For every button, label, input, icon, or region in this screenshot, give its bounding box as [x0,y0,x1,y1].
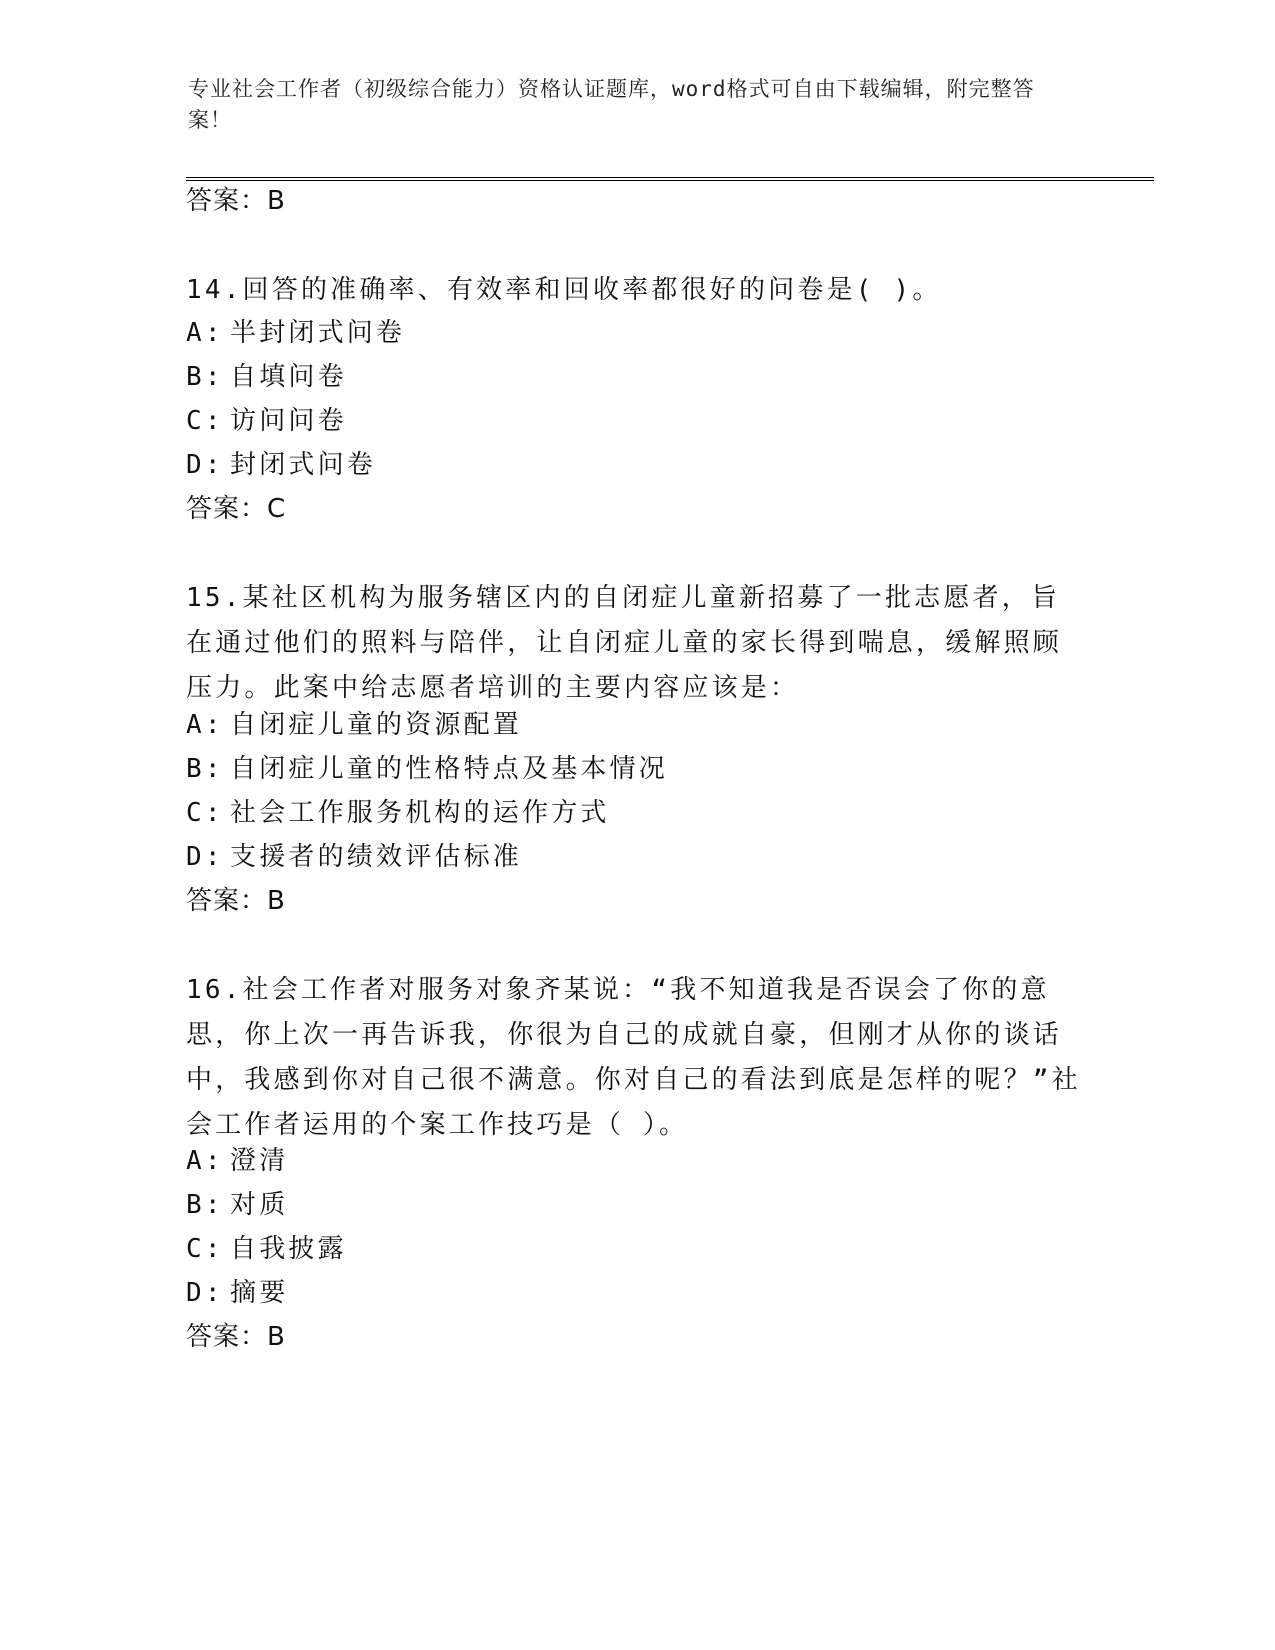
option-text: 自填问卷 [230,362,347,392]
question-15-option-d [186,840,522,874]
option-letter: A: [186,710,224,740]
question-16-option-c [186,1232,347,1266]
question-16-option-d [186,1276,288,1310]
question-16-option-b [186,1188,288,1222]
question-15-answer: 答案：B [186,886,286,916]
option-text: 自闭症儿童的资源配置 [230,710,523,740]
option-letter: A: [186,318,224,348]
question-15-stem: 15.某社区机构为服务辖区内的自闭症儿童新招募了一批志愿者，旨在通过他们的照料与陪伴，让自闭症儿童的家长得到喘息，缓解照顾压力。此案中给志愿者培训的主要内容应该是： [186,583,1063,703]
option-letter: C: [186,798,224,828]
question-14-option-c [186,404,347,438]
option-letter: D: [186,842,224,872]
option-letter: C: [186,1234,224,1264]
question-16-stem: 16.社会工作者对服务对象齐某说：“我不知道我是否误会了你的意思，你上次一再告诉我，你很为自己的成就自豪，但刚才从你的谈话中，我感到你对自己很不满意。你对自己的看法到底是怎样的呢？”社会工作者运用的个案工作技巧是（ ）。 [186,975,1081,1140]
option-letter: D: [186,450,224,480]
option-letter: A: [186,1146,224,1176]
option-text: 半封闭式问卷 [230,318,406,348]
option-text: 澄清 [230,1146,289,1176]
question-16-option-a [186,1144,288,1178]
question-14-option-b [186,360,347,394]
question-15-option-b [186,752,668,786]
question-15-option-a [186,708,522,742]
question-14-option-d [186,448,376,482]
question-15-option-c [186,796,610,830]
option-text: 封闭式问卷 [230,450,377,480]
option-text: 自闭症儿童的性格特点及基本情况 [230,754,669,784]
option-letter: C: [186,406,224,436]
page-header: 专业社会工作者（初级综合能力）资格认证题库，word格式可自由下载编辑，附完整答案！ [188,77,1035,132]
option-letter: B: [186,1190,224,1220]
option-text: 访问问卷 [230,406,347,436]
header-divider [186,177,1154,181]
option-letter: B: [186,754,224,784]
previous-answer: 答案：B [186,186,286,216]
question-16-answer: 答案：B [186,1322,286,1352]
option-text: 对质 [230,1190,289,1220]
option-text: 摘要 [230,1278,289,1308]
option-letter: B: [186,362,224,392]
question-14-answer: 答案：C [186,494,287,524]
option-text: 支援者的绩效评估标准 [230,842,523,872]
option-text: 自我披露 [230,1234,347,1264]
option-letter: D: [186,1278,224,1308]
question-14-option-a [186,316,405,350]
question-14-stem: 14.回答的准确率、有效率和回收率都很好的问卷是( )。 [186,275,942,305]
option-text: 社会工作服务机构的运作方式 [230,798,610,828]
